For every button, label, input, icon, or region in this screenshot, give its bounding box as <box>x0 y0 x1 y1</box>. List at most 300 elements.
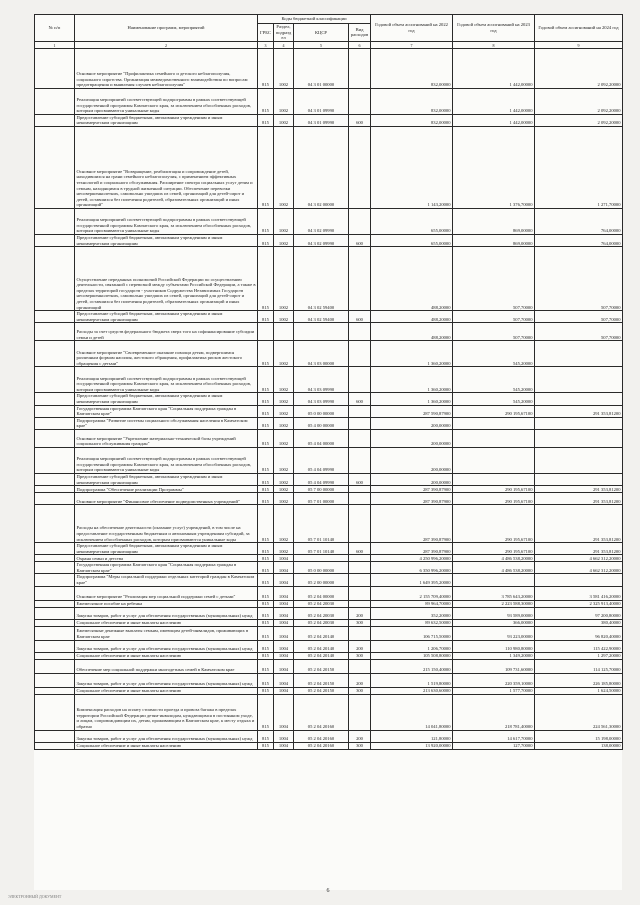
row-grbs-cell: 815 <box>258 208 274 234</box>
row-2024-cell: 507,70000 <box>535 311 623 323</box>
table-row <box>35 393 623 405</box>
row-razdel-cell: 1004 <box>274 694 294 730</box>
row-2024-cell: 4 662 312,20000 <box>535 555 623 562</box>
row-name-cell: Компенсация расходов на оплату стоимости проезда и провоза багажа в пределах территории Российской Федерации детям-инвалидам, нуждающимся в постоянном уходе, и лицам, сопровождающим их, детям, проживающим в Камчатском крае, к месту отдыха и обратно <box>75 694 258 730</box>
row-ksr-cell: 04 3 01 09990 <box>294 88 349 114</box>
row-vr-cell <box>349 417 371 429</box>
row-2024-cell: 291 353,81200 <box>535 486 623 493</box>
row-razdel-cell: 1004 <box>274 555 294 562</box>
row-2022-cell: 1 143,20000 <box>371 126 453 208</box>
row-razdel-cell: 1004 <box>274 574 294 586</box>
row-2022-cell: 655,00000 <box>371 234 453 246</box>
row-number-cell <box>35 341 75 367</box>
row-grbs-cell: 815 <box>258 543 274 555</box>
row-2024-cell: 291 353,81200 <box>535 405 623 417</box>
row-razdel-cell: 1004 <box>274 687 294 694</box>
row-number-cell <box>35 126 75 208</box>
budget-table <box>34 14 623 750</box>
row-2024-cell: 115 422,90000 <box>535 640 623 652</box>
table-row <box>35 48 623 88</box>
row-2024-cell: 226 185,80000 <box>535 673 623 687</box>
row-2022-cell: 287 390,87900 <box>371 543 453 555</box>
row-grbs-cell: 815 <box>258 493 274 505</box>
row-number-cell <box>35 574 75 586</box>
table-row <box>35 473 623 485</box>
row-ksr-cell: 04 3 02 59400 <box>294 247 349 311</box>
row-razdel-cell: 1002 <box>274 405 294 417</box>
row-vr-cell: 600 <box>349 311 371 323</box>
row-ksr-cell: 05 2 04 20160 <box>294 694 349 730</box>
row-2022-cell: 1 360,20000 <box>371 393 453 405</box>
row-grbs-cell: 815 <box>258 607 274 619</box>
row-2022-cell: 287 390,87900 <box>371 493 453 505</box>
row-name-cell: Основное мероприятие "Своевременное оказание помощи детям, подвергшимся различным формам насилия, жестокого обращения, профилактика рисков жестокого обращения с детьми" <box>75 341 258 367</box>
row-grbs-cell: 815 <box>258 652 274 659</box>
table-row <box>35 607 623 619</box>
row-name-cell: Социальное обеспечение и иные выплаты населению <box>75 687 258 694</box>
row-name-cell: Расходы на обеспечение деятельности (оказание услуг) учреждений, в том числе на предоставление государственным бюджетным и автономным учреждениям субсидий, за исключением обособленных расходов, которым присваиваются уникальные коды <box>75 505 258 543</box>
row-vr-cell: 200 <box>349 607 371 619</box>
row-razdel-cell: 1002 <box>274 88 294 114</box>
row-2024-cell: 4 662 312,20000 <box>535 562 623 574</box>
row-grbs-cell: 815 <box>258 126 274 208</box>
row-razdel-cell: 1004 <box>274 742 294 749</box>
row-2023-cell <box>453 473 535 485</box>
row-2022-cell: 1 519,80000 <box>371 673 453 687</box>
row-razdel-cell: 1002 <box>274 311 294 323</box>
row-2023-cell: 869,00000 <box>453 208 535 234</box>
row-number-cell <box>35 742 75 749</box>
header-num: № п/п <box>35 15 75 42</box>
row-grbs-cell: 815 <box>258 659 274 673</box>
row-2022-cell: 200,00000 <box>371 417 453 429</box>
header-2023: Годовой объем ассигнований на 2023 год <box>453 15 535 42</box>
row-name-cell: Предоставление субсидий бюджетным, автономным учреждениям и иным некоммерческим организациям <box>75 543 258 555</box>
row-number-cell <box>35 730 75 742</box>
table-row <box>35 247 623 311</box>
row-number-cell <box>35 586 75 600</box>
row-2022-cell: 213 630,60000 <box>371 687 453 694</box>
document-page <box>34 14 622 894</box>
row-ksr-cell: 04 3 03 00000 <box>294 341 349 367</box>
row-name-cell: Предоставление субсидий бюджетным, автономным учреждениям и иным некоммерческим организациям <box>75 473 258 485</box>
row-number-cell <box>35 311 75 323</box>
budget-rows <box>35 48 623 749</box>
table-row <box>35 543 623 555</box>
row-vr-cell <box>349 694 371 730</box>
column-number-row <box>35 41 623 48</box>
row-razdel-cell: 1002 <box>274 429 294 447</box>
row-name-cell: Основное мероприятие "Финансовое обеспечение подведомственных учреждений" <box>75 493 258 505</box>
header-2022: Годовой объем ассигнований на 2022 год <box>371 15 453 42</box>
row-2024-cell: 507,70000 <box>535 247 623 311</box>
row-razdel-cell: 1002 <box>274 234 294 246</box>
row-grbs-cell: 815 <box>258 48 274 88</box>
row-grbs-cell: 815 <box>258 473 274 485</box>
row-razdel-cell: 1004 <box>274 619 294 626</box>
row-2024-cell <box>535 417 623 429</box>
row-razdel-cell: 1004 <box>274 626 294 640</box>
row-2022-cell: 14 041,80000 <box>371 694 453 730</box>
row-razdel-cell: 1004 <box>274 659 294 673</box>
row-ksr-cell: 05 2 04 20030 <box>294 607 349 619</box>
row-ksr-cell: 05 2 04 20030 <box>294 600 349 607</box>
row-2024-cell: 380,40000 <box>535 619 623 626</box>
row-name-cell: Подпрограмма "Развитие системы социального обслуживания населения в Камчатском крае" <box>75 417 258 429</box>
row-2022-cell: 6 350 996,20000 <box>371 562 453 574</box>
row-2023-cell: 1 376,70000 <box>453 126 535 208</box>
table-row <box>35 600 623 607</box>
row-2023-cell: 1 577,70000 <box>453 687 535 694</box>
row-number-cell <box>35 447 75 473</box>
row-razdel-cell: 1002 <box>274 114 294 126</box>
table-row <box>35 367 623 393</box>
row-number-cell <box>35 652 75 659</box>
row-2023-cell: 545,20000 <box>453 341 535 367</box>
row-2024-cell: 15 198,00000 <box>535 730 623 742</box>
row-grbs-cell: 815 <box>258 486 274 493</box>
row-ksr-cell: 04 3 02 09990 <box>294 208 349 234</box>
row-2022-cell: 287 590,87900 <box>371 405 453 417</box>
row-2024-cell <box>535 393 623 405</box>
header-codes-group: Коды бюджетной классификации <box>258 15 371 24</box>
row-2022-cell: 200,00000 <box>371 473 453 485</box>
row-grbs-cell: 815 <box>258 405 274 417</box>
row-ksr-cell: 05 2 00 00000 <box>294 574 349 586</box>
row-ksr-cell: 05 7 01 10140 <box>294 543 349 555</box>
table-row <box>35 234 623 246</box>
row-2023-cell: 218 781,40000 <box>453 694 535 730</box>
row-grbs-cell: 815 <box>258 247 274 311</box>
row-vr-cell <box>349 486 371 493</box>
row-2023-cell: 1 442,00000 <box>453 88 535 114</box>
row-number-cell <box>35 323 75 341</box>
row-2023-cell: 869,00000 <box>453 234 535 246</box>
row-2022-cell: 287 390,87900 <box>371 486 453 493</box>
row-vr-cell: 600 <box>349 234 371 246</box>
row-ksr-cell: 05 2 04 20160 <box>294 730 349 742</box>
table-row <box>35 126 623 208</box>
row-vr-cell <box>349 659 371 673</box>
header-2024: Годовой объем ассигнований на 2024 год <box>535 15 623 42</box>
row-grbs-cell: 815 <box>258 393 274 405</box>
row-vr-cell <box>349 447 371 473</box>
row-name-cell: Государственная программа Камчатского края "Социальная поддержка граждан в Камчатском крае" <box>75 405 258 417</box>
row-2023-cell: 1 442,00000 <box>453 48 535 88</box>
row-2023-cell <box>453 447 535 473</box>
row-vr-cell <box>349 323 371 341</box>
row-razdel-cell: 1004 <box>274 562 294 574</box>
row-2022-cell: 1 649 395,20000 <box>371 574 453 586</box>
row-razdel-cell: 1002 <box>274 493 294 505</box>
row-ksr-cell: 04 3 03 09990 <box>294 393 349 405</box>
row-grbs-cell: 815 <box>258 311 274 323</box>
table-row <box>35 493 623 505</box>
row-2024-cell: 224 561,30000 <box>535 694 623 730</box>
row-vr-cell <box>349 341 371 367</box>
row-ksr-cell: 05 0 00 00000 <box>294 562 349 574</box>
row-number-cell <box>35 687 75 694</box>
row-name-cell: Предоставление субсидий бюджетным, автономным учреждениям и иным некоммерческим организациям <box>75 234 258 246</box>
row-ksr-cell: 05 2 04 00000 <box>294 586 349 600</box>
row-2024-cell <box>535 447 623 473</box>
row-number-cell <box>35 247 75 311</box>
row-ksr-cell: 05 4 00 00000 <box>294 417 349 429</box>
row-vr-cell: 200 <box>349 640 371 652</box>
row-grbs-cell: 815 <box>258 619 274 626</box>
footer-mark: ЭЛЕКТРОННЫЙ ДОКУМЕНТ <box>8 894 62 899</box>
row-number-cell <box>35 486 75 493</box>
row-grbs-cell: 815 <box>258 687 274 694</box>
row-2024-cell: 507,70000 <box>535 323 623 341</box>
row-number-cell <box>35 405 75 417</box>
row-vr-cell: 300 <box>349 652 371 659</box>
column-number-cell: 8 <box>453 41 535 48</box>
row-number-cell <box>35 607 75 619</box>
row-vr-cell: 300 <box>349 687 371 694</box>
row-ksr-cell: 05 2 04 20150 <box>294 659 349 673</box>
row-name-cell: Социальное обеспечение и иные выплаты населению <box>75 742 258 749</box>
row-2023-cell: 290 195,67100 <box>453 486 535 493</box>
row-vr-cell: 600 <box>349 114 371 126</box>
row-name-cell: Социальное обеспечение и иные выплаты населению <box>75 652 258 659</box>
row-2022-cell: 215 150,40000 <box>371 659 453 673</box>
row-2022-cell: 121,80000 <box>371 730 453 742</box>
row-name-cell: Закупка товаров, работ и услуг для обеспечения государственных (муниципальных) нужд <box>75 673 258 687</box>
row-vr-cell <box>349 88 371 114</box>
row-grbs-cell: 815 <box>258 574 274 586</box>
row-2024-cell: 1 271,70000 <box>535 126 623 208</box>
row-grbs-cell: 815 <box>258 640 274 652</box>
row-name-cell: Государственная программа Камчатского края "Социальная поддержка граждан в Камчатском крае" <box>75 562 258 574</box>
row-name-cell: Основное мероприятие "Реализация мер социальной поддержки семей с детьми" <box>75 586 258 600</box>
row-2024-cell: 1 624,50000 <box>535 687 623 694</box>
row-number-cell <box>35 393 75 405</box>
row-2024-cell: 764,00000 <box>535 208 623 234</box>
row-razdel-cell: 1004 <box>274 586 294 600</box>
row-grbs-cell: 815 <box>258 505 274 543</box>
row-2024-cell <box>535 429 623 447</box>
row-razdel-cell: 1002 <box>274 417 294 429</box>
row-number-cell <box>35 234 75 246</box>
row-2024-cell: 114 125,70000 <box>535 659 623 673</box>
row-2023-cell: 507,70000 <box>453 247 535 311</box>
row-vr-cell: 200 <box>349 673 371 687</box>
table-row <box>35 626 623 640</box>
row-ksr-cell: 05 2 04 20140 <box>294 640 349 652</box>
row-name-cell: Предоставление субсидий бюджетным, автономным учреждениям и иным некоммерческим организациям <box>75 393 258 405</box>
row-ksr-cell: 05 2 04 20160 <box>294 742 349 749</box>
row-vr-cell <box>349 48 371 88</box>
row-number-cell <box>35 562 75 574</box>
row-grbs-cell: 815 <box>258 341 274 367</box>
row-2022-cell: 105 508,80000 <box>371 652 453 659</box>
row-number-cell <box>35 659 75 673</box>
row-razdel-cell: 1004 <box>274 652 294 659</box>
row-number-cell <box>35 493 75 505</box>
row-vr-cell <box>349 367 371 393</box>
table-row <box>35 323 623 341</box>
row-ksr-cell: 05 4 04 09990 <box>294 473 349 485</box>
row-razdel-cell: 1002 <box>274 393 294 405</box>
row-grbs-cell: 815 <box>258 367 274 393</box>
table-row <box>35 730 623 742</box>
table-row <box>35 652 623 659</box>
table-row <box>35 311 623 323</box>
row-number-cell <box>35 417 75 429</box>
row-2023-cell: 4 486 538,20000 <box>453 555 535 562</box>
row-ksr-cell <box>294 555 349 562</box>
row-ksr-cell: 04 3 01 09990 <box>294 114 349 126</box>
row-number-cell <box>35 208 75 234</box>
row-2022-cell: 352,20000 <box>371 607 453 619</box>
row-razdel-cell: 1004 <box>274 673 294 687</box>
row-vr-cell: 600 <box>349 543 371 555</box>
row-grbs-cell: 815 <box>258 555 274 562</box>
column-number-cell: 1 <box>35 41 75 48</box>
row-2022-cell: 89 964,70000 <box>371 600 453 607</box>
row-2023-cell: 366,00000 <box>453 619 535 626</box>
table-row <box>35 341 623 367</box>
row-2023-cell <box>453 574 535 586</box>
table-row <box>35 574 623 586</box>
column-number-cell: 6 <box>349 41 371 48</box>
header-grbs: ГРБС <box>258 24 274 42</box>
table-row <box>35 742 623 749</box>
row-vr-cell: 200 <box>349 730 371 742</box>
row-ksr-cell: 05 4 04 09990 <box>294 447 349 473</box>
row-2024-cell <box>535 574 623 586</box>
row-number-cell <box>35 505 75 543</box>
row-2024-cell <box>535 473 623 485</box>
column-number-cell: 2 <box>75 41 258 48</box>
row-ksr-cell: 05 4 04 00000 <box>294 429 349 447</box>
row-ksr-cell: 05 2 04 20150 <box>294 673 349 687</box>
row-2023-cell: 545,20000 <box>453 367 535 393</box>
row-2024-cell: 2 092,20000 <box>535 48 623 88</box>
row-2022-cell: 655,00000 <box>371 208 453 234</box>
row-number-cell <box>35 473 75 485</box>
row-grbs-cell: 815 <box>258 600 274 607</box>
row-2022-cell: 832,00000 <box>371 88 453 114</box>
row-2023-cell <box>453 417 535 429</box>
row-name-cell: Реализация мероприятий соответствующей подпрограммы в рамках соответствующей государственной программы Камчатского края, за исключением обособленных расходов, которым присваиваются уникальные коды <box>75 88 258 114</box>
header-name: Наименование программ, мероприятий <box>75 15 258 42</box>
table-row <box>35 694 623 730</box>
row-number-cell <box>35 367 75 393</box>
row-ksr-cell: 04 3 02 09990 <box>294 234 349 246</box>
table-row <box>35 447 623 473</box>
row-2023-cell: 507,70000 <box>453 311 535 323</box>
row-2024-cell: 291 353,81200 <box>535 493 623 505</box>
row-2022-cell: 200,00000 <box>371 429 453 447</box>
row-grbs-cell: 815 <box>258 114 274 126</box>
column-number-cell: 7 <box>371 41 453 48</box>
row-razdel-cell: 1002 <box>274 367 294 393</box>
row-name-cell: Реализация мероприятий соответствующей подпрограммы в рамках соответствующей государственной программы Камчатского края, за исключением обособленных расходов, которым присваиваются уникальные коды <box>75 367 258 393</box>
table-row <box>35 114 623 126</box>
row-vr-cell <box>349 505 371 543</box>
row-2024-cell: 3 581 416,20000 <box>535 586 623 600</box>
row-2022-cell: 488,20000 <box>371 323 453 341</box>
row-name-cell: Подпрограмма "Меры социальной поддержки отдельных категорий граждан в Камчатском крае" <box>75 574 258 586</box>
row-razdel-cell <box>274 323 294 341</box>
row-razdel-cell: 1004 <box>274 730 294 742</box>
row-number-cell <box>35 626 75 640</box>
table-row <box>35 405 623 417</box>
row-2023-cell: 93 589,00000 <box>453 607 535 619</box>
row-2024-cell: 291 353,81200 <box>535 505 623 543</box>
row-number-cell <box>35 600 75 607</box>
row-grbs-cell: 815 <box>258 742 274 749</box>
row-2023-cell: 290 195,67100 <box>453 505 535 543</box>
row-2023-cell: 290 195,67100 <box>453 493 535 505</box>
row-razdel-cell: 1002 <box>274 247 294 311</box>
row-2022-cell: 13 920,00000 <box>371 742 453 749</box>
row-number-cell <box>35 640 75 652</box>
row-ksr-cell <box>294 323 349 341</box>
header-razdel: Раздел, подраздел <box>274 24 294 42</box>
row-name-cell: Основное мероприятие "Укрепление материально-технической базы учреждений социального обслуживания граждан" <box>75 429 258 447</box>
row-number-cell <box>35 48 75 88</box>
row-grbs-cell: 815 <box>258 730 274 742</box>
row-2024-cell: 138,00000 <box>535 742 623 749</box>
table-row <box>35 640 623 652</box>
row-2023-cell: 3 785 643,20000 <box>453 586 535 600</box>
row-number-cell <box>35 619 75 626</box>
row-2022-cell: 287 390,87900 <box>371 505 453 543</box>
row-2024-cell: 2 092,20000 <box>535 88 623 114</box>
row-vr-cell <box>349 208 371 234</box>
row-name-cell: Основное мероприятие "Профилактика семейного и детского неблагополучия, социального сиротства. Организация межведомственного взаимодействия по вопросам предотвращения и выявления случаев неблагополучия" <box>75 48 258 88</box>
row-name-cell: Основное мероприятие "Возвращение, реабилитация и сопровождение детей, находившихся на грани семейного неблагополучия, с применением эффективных технологий и социального обслуживания. Расширение спектра социальных услуг детям и семьям, находящимся в трудной жизненной ситуации. Обеспечение перевозки несовершеннолетних, самовольно ушедших из семей, организаций для детей-сирот и детей, оставшихся без попечения родителей, образовательных организаций и иных организаций" <box>75 126 258 208</box>
row-2024-cell <box>535 341 623 367</box>
row-vr-cell: 300 <box>349 742 371 749</box>
row-number-cell <box>35 88 75 114</box>
row-2022-cell: 200,00000 <box>371 447 453 473</box>
row-name-cell: Обеспечение мер социальной поддержки многодетных семей в Камчатском крае <box>75 659 258 673</box>
row-grbs-cell: 815 <box>258 234 274 246</box>
row-2023-cell <box>453 429 535 447</box>
row-grbs-cell <box>258 323 274 341</box>
row-2022-cell: 488,20000 <box>371 247 453 311</box>
row-2022-cell: 89 632,50000 <box>371 619 453 626</box>
row-2024-cell: 1 297,20000 <box>535 652 623 659</box>
row-number-cell <box>35 694 75 730</box>
row-name-cell: Охрана семьи и детства <box>75 555 258 562</box>
row-name-cell: Закупка товаров, работ и услуг для обеспечения государственных (муниципальных) нужд <box>75 640 258 652</box>
row-ksr-cell: 04 3 02 59400 <box>294 311 349 323</box>
table-row <box>35 505 623 543</box>
row-2023-cell: 545,20000 <box>453 393 535 405</box>
row-vr-cell <box>349 247 371 311</box>
table-row <box>35 429 623 447</box>
row-name-cell: Ежемесячные денежные выплаты семьям, имеющим детей-инвалидов, проживающих в Камчатском крае <box>75 626 258 640</box>
row-2023-cell: 4 486 538,20000 <box>453 562 535 574</box>
row-2024-cell: 291 353,81200 <box>535 543 623 555</box>
column-number-cell: 4 <box>274 41 294 48</box>
row-razdel-cell: 1002 <box>274 505 294 543</box>
column-number-cell: 5 <box>294 41 349 48</box>
row-razdel-cell: 1004 <box>274 607 294 619</box>
page-number: 6 <box>326 888 330 894</box>
table-row <box>35 687 623 694</box>
row-name-cell: Закупка товаров, работ и услуг для обеспечения государственных (муниципальных) нужд <box>75 607 258 619</box>
row-name-cell: Подпрограмма "Обеспечение реализации Программы" <box>75 486 258 493</box>
column-number-cell: 9 <box>535 41 623 48</box>
row-number-cell <box>35 673 75 687</box>
row-2024-cell <box>535 367 623 393</box>
